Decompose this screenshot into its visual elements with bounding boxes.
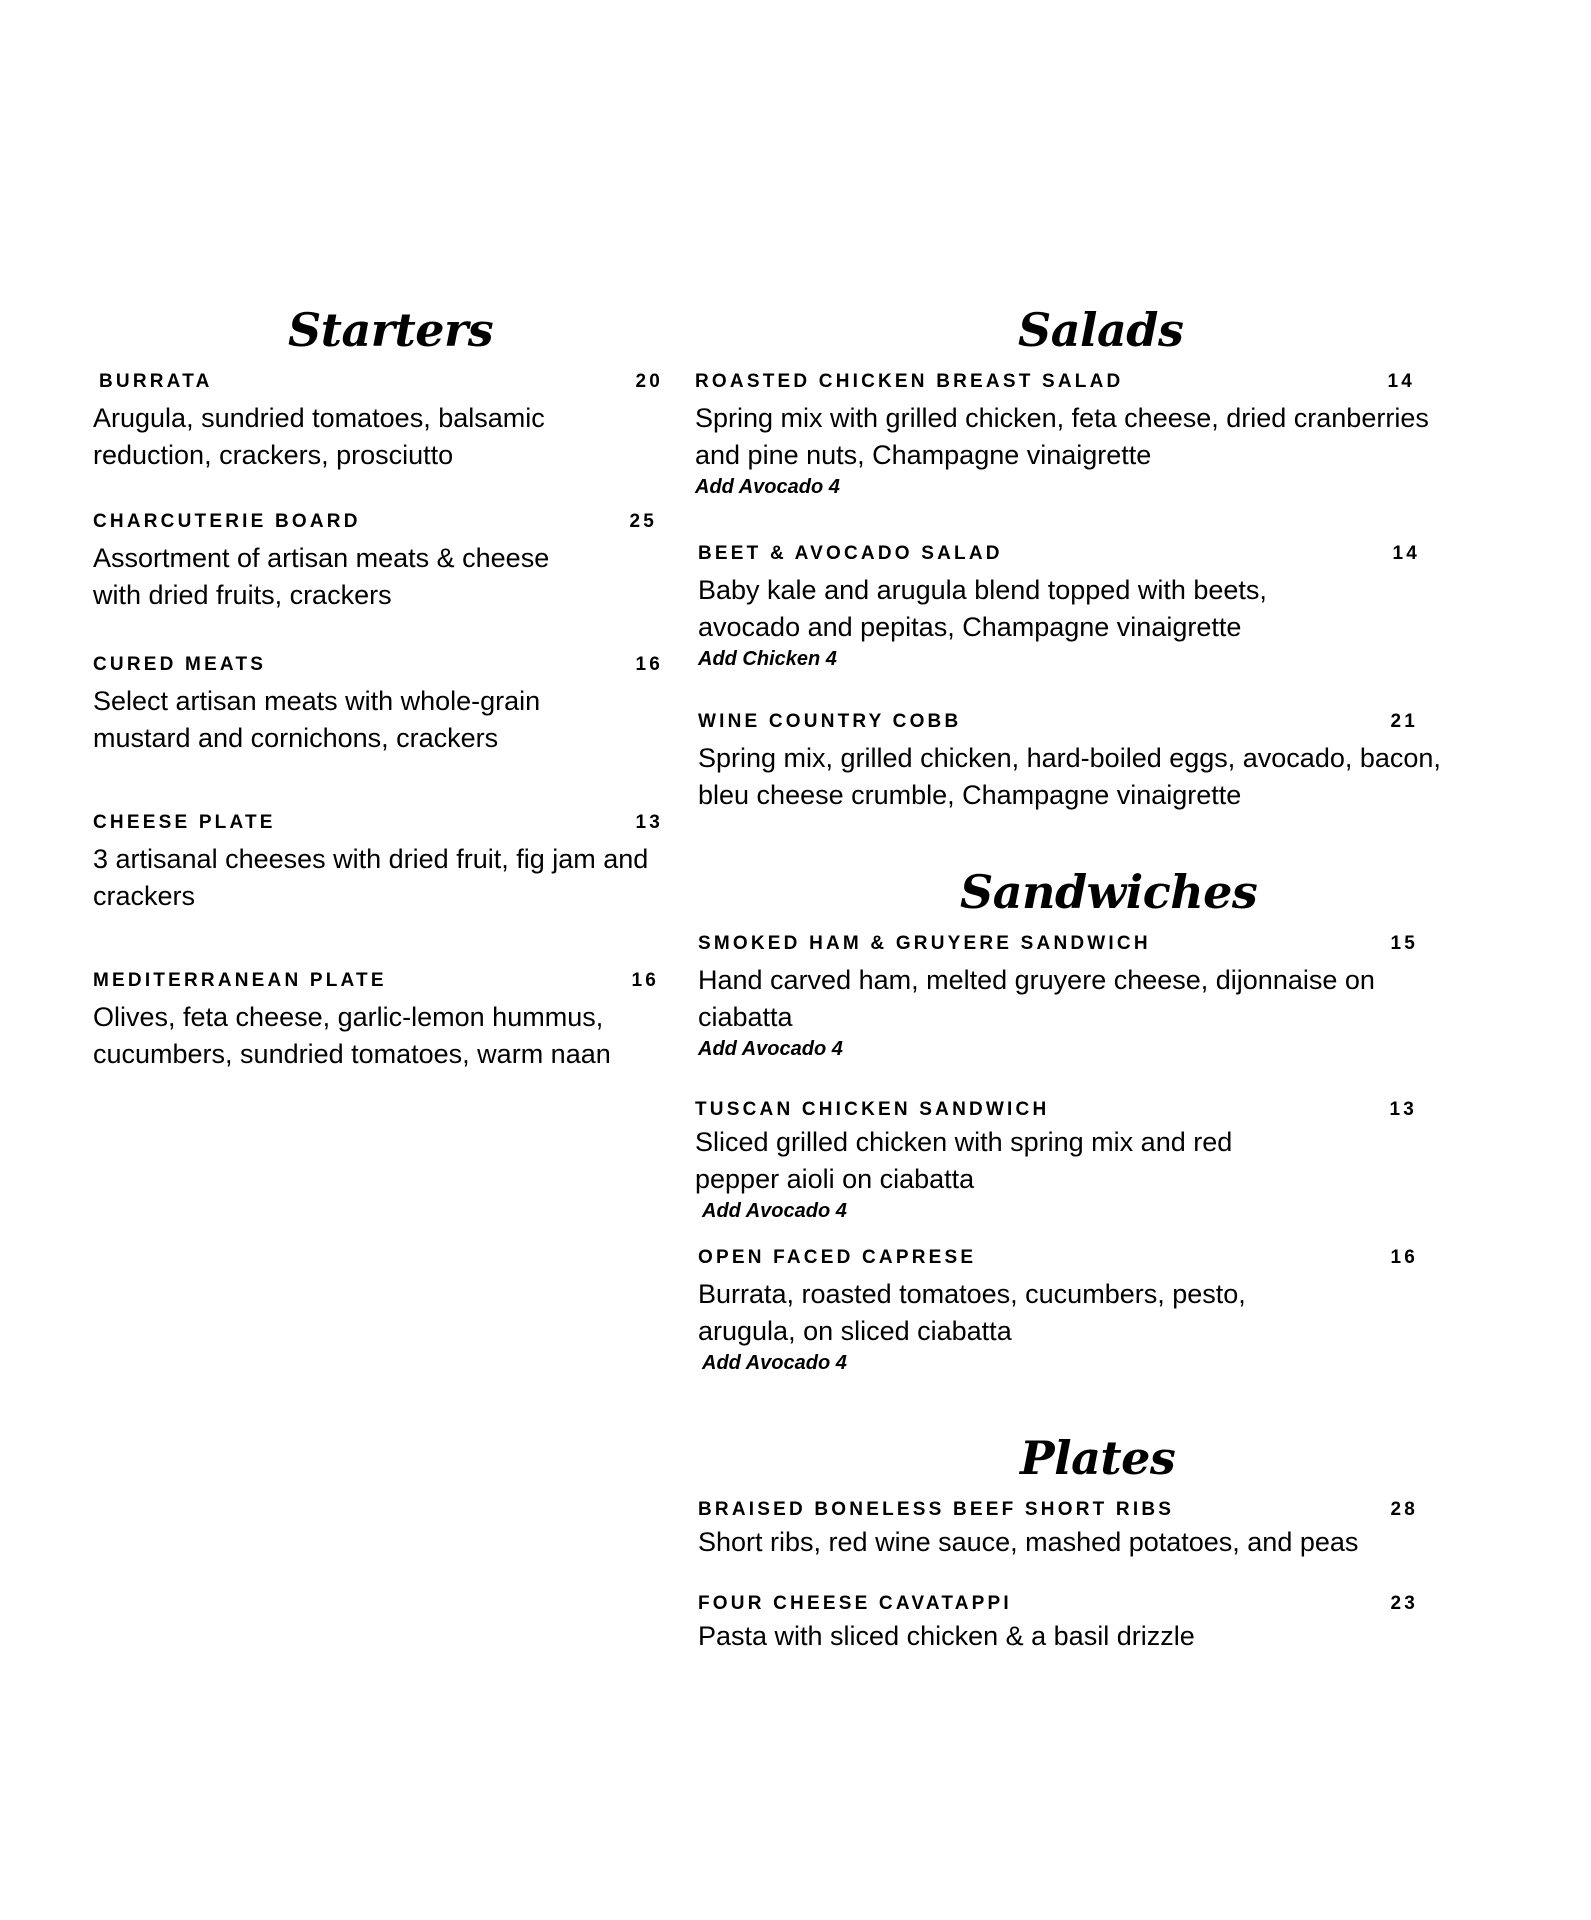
item-name: WINE COUNTRY COBB <box>698 711 962 732</box>
item-addon: Add Avocado 4 <box>695 476 840 498</box>
item-price: 23 <box>1390 1593 1418 1614</box>
item-header <box>698 708 1418 736</box>
menu-item-cured-meats <box>93 651 663 757</box>
item-description: Select artisan meats with whole-grain mustard and cornichons, crackers <box>93 686 541 753</box>
item-header <box>698 1496 1418 1524</box>
item-name: OPEN FACED CAPRESE <box>698 1247 977 1268</box>
item-description: Arugula, sundried tomatoes, balsamic reduction, crackers, prosciutto <box>93 403 545 470</box>
item-price: 16 <box>1390 1247 1418 1268</box>
item-description: Hand carved ham, melted gruyere cheese, dijonnaise on ciabatta <box>698 965 1375 1032</box>
item-header <box>93 809 663 837</box>
item-price: 13 <box>635 812 663 833</box>
section-title-sandwiches: Sandwiches <box>960 865 1258 919</box>
item-name: CURED MEATS <box>93 654 267 675</box>
item-price: 13 <box>1389 1099 1417 1120</box>
menu-item-cheese-plate <box>93 809 663 915</box>
menu-item-mediterranean-plate <box>93 967 663 1073</box>
menu-item-beet-avocado-salad <box>698 540 1418 672</box>
item-price: 16 <box>631 970 659 991</box>
menu-item-smoked-ham-gruyere-sandwich <box>698 930 1418 1062</box>
menu-item-burrata <box>93 368 663 474</box>
item-name: MEDITERRANEAN PLATE <box>93 970 387 991</box>
item-header <box>698 1244 1418 1272</box>
item-price: 20 <box>635 371 663 392</box>
item-description: Baby kale and arugula blend topped with beets, avocado and pepitas, Champagne vinaigrette <box>698 575 1267 642</box>
item-name: CHARCUTERIE BOARD <box>93 511 361 532</box>
item-header <box>93 368 663 396</box>
item-name: BRAISED BONELESS BEEF SHORT RIBS <box>698 1499 1175 1520</box>
item-header <box>698 930 1418 958</box>
item-description: Sliced grilled chicken with spring mix and red pepper aioli on ciabatta <box>695 1127 1233 1194</box>
item-price: 16 <box>635 654 663 675</box>
menu-item-charcuterie-board <box>93 508 663 614</box>
item-description: Spring mix, grilled chicken, hard-boiled eggs, avocado, bacon, bleu cheese crumble, Champagne vinaigrette <box>698 743 1441 810</box>
item-description: Pasta with sliced chicken & a basil drizzle <box>698 1621 1195 1651</box>
item-addon: Add Avocado 4 <box>698 1038 843 1060</box>
section-title-plates: Plates <box>1020 1431 1176 1485</box>
item-description: Assortment of artisan meats & cheese with dried fruits, crackers <box>93 543 550 610</box>
item-price: 25 <box>629 511 657 532</box>
menu-item-wine-country-cobb <box>698 708 1441 814</box>
item-name: BURRATA <box>99 371 213 392</box>
item-header <box>695 368 1415 396</box>
item-description: 3 artisanal cheeses with dried fruit, fig jam and crackers <box>93 844 649 911</box>
item-price: 14 <box>1387 371 1415 392</box>
item-name: BEET & AVOCADO SALAD <box>698 543 1003 564</box>
item-price: 14 <box>1392 543 1420 564</box>
section-title-starters: Starters <box>288 303 494 357</box>
item-header <box>93 967 659 995</box>
item-name: CHEESE PLATE <box>93 812 276 833</box>
item-name: FOUR CHEESE CAVATAPPI <box>698 1593 1012 1614</box>
item-description: Olives, feta cheese, garlic-lemon hummus, cucumbers, sundried tomatoes, warm naan <box>93 1002 611 1069</box>
item-header <box>695 1096 1417 1124</box>
item-addon: Add Chicken 4 <box>698 648 837 670</box>
menu-item-four-cheese-cavatappi <box>698 1590 1418 1655</box>
item-description: Spring mix with grilled chicken, feta cheese, dried cranberries and pine nuts, Champagne vinaigrette <box>695 403 1429 470</box>
item-price: 21 <box>1390 711 1418 732</box>
menu-item-braised-boneless-beef-short-ribs <box>698 1496 1418 1561</box>
item-price: 15 <box>1390 933 1418 954</box>
item-header <box>93 508 663 536</box>
item-price: 28 <box>1390 1499 1418 1520</box>
item-header <box>698 540 1420 568</box>
menu-item-tuscan-chicken-sandwich <box>695 1096 1415 1224</box>
item-addon: Add Avocado 4 <box>702 1352 847 1374</box>
item-name: ROASTED CHICKEN BREAST SALAD <box>695 371 1124 392</box>
item-addon: Add Avocado 4 <box>702 1200 847 1222</box>
item-description: Short ribs, red wine sauce, mashed potatoes, and peas <box>698 1527 1359 1557</box>
menu-item-open-faced-caprese <box>698 1244 1418 1376</box>
item-name: TUSCAN CHICKEN SANDWICH <box>695 1099 1050 1120</box>
item-header <box>698 1590 1418 1618</box>
item-name: SMOKED HAM & GRUYERE SANDWICH <box>698 933 1151 954</box>
section-title-salads: Salads <box>1018 303 1184 357</box>
menu-item-roasted-chicken-breast-salad <box>695 368 1429 500</box>
item-header <box>93 651 663 679</box>
item-description: Burrata, roasted tomatoes, cucumbers, pesto, arugula, on sliced ciabatta <box>698 1279 1246 1346</box>
